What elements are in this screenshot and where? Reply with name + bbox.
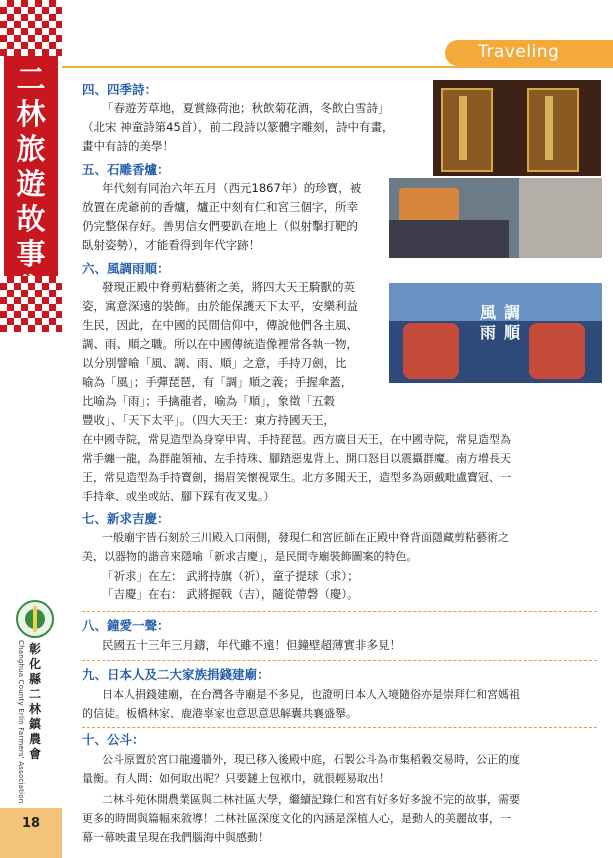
label-char: 雨	[479, 323, 496, 342]
label-char: 順	[503, 323, 520, 342]
checker-pattern-top	[0, 0, 62, 56]
text-line: 比喻為「雨」；手擒龍者，喻為「順」，象徵「五穀	[82, 394, 335, 408]
carving-strip	[545, 96, 553, 160]
photo-carved-panels	[433, 80, 601, 176]
text-line: 仍完整保存好。善男信女們要趴在地上（似射擊打靶的	[82, 219, 358, 233]
text-line: 王，常見造型為手持寶劍，揚眉笑懷視眾生。北方多聞天王，造型多為頭戴毗盧寶冠、一	[82, 471, 511, 484]
association-char: 化	[28, 657, 41, 671]
text-line: 生民，因此，在中國的民間信仰中，傳說他們各主風、	[82, 318, 358, 332]
divider	[82, 727, 597, 728]
text-line: 畫中有詩的美學！	[82, 139, 174, 153]
heading-public-measure: 十、公斗：	[82, 732, 145, 747]
text-line: 豐收」、「天下太平」。（四大天王：東方持國天王，	[82, 413, 335, 427]
photo-stone-incense-burner	[389, 178, 602, 258]
photo-four-heavenly-kings	[389, 283, 602, 383]
text-line: 公斗原置於宮口龍邊牆外，現已移入後殿中庭，石製公斗為市集稻穀交易時，公正的度	[102, 753, 520, 766]
feng-tiao-label	[471, 303, 529, 343]
text-line: 量衡。有人問：如何取出呢？只要鏈上包袱巾，就很輕易取出！	[82, 772, 390, 785]
association-char: 農	[28, 732, 41, 746]
series-title-char: 遊	[16, 167, 46, 201]
divider	[82, 660, 597, 661]
text-line: （北宋 神童詩第45首），前二段詩以篆體字雕刻，詩中有畫，	[82, 120, 394, 134]
association-char: 二	[28, 687, 41, 701]
series-title	[4, 62, 58, 307]
checker-pattern-middle	[0, 276, 62, 332]
page-number: 18	[21, 816, 41, 831]
carved-panel	[527, 88, 579, 172]
association-logo	[16, 600, 54, 638]
text-line: 調、雨、順之職。所以在中國傳統造像裡常各執一物，	[82, 337, 358, 351]
logo-stem	[33, 606, 37, 632]
text-line: 幕一幕映畫呈現在我們腦海中與感動！	[82, 831, 269, 844]
heading-four-seasons-poem: 四、四季詩：	[82, 82, 158, 97]
association-name-en: Changhua County Erlin Farmers' Association	[17, 640, 25, 804]
text-line: 二林斗苑休閒農業區與二林社區大學，繼續記錄仁和宮有好多好多說不完的故事，需要	[102, 793, 520, 806]
series-title-char: 旅	[16, 132, 46, 166]
text-line: 常手纏一龍，為群龍領袖、左手持珠、腳踏惡鬼背上、開口怒目以震攝群魔。南方增長天	[82, 452, 511, 465]
text-line: 「春遊芳草地，夏賞綠荷池；秋飲菊花酒，冬飲白雪詩」	[102, 101, 390, 115]
association-char: 彰	[28, 642, 41, 656]
text-line: 放置在虎爺前的香爐，爐正中刻有仁和宮三個字，所幸	[82, 200, 358, 214]
text-line: 更多的時間與篇幅來敘導！二林社區深度文化的內涵是深植人心，是動人的美麗故事，一	[82, 812, 511, 825]
text-line: 喻為「風」；手彈琵琶，有「調」順之義；手握傘蓋，	[82, 375, 353, 389]
heading-wind-rain: 六、風調雨順：	[82, 261, 170, 276]
carved-panel	[441, 88, 493, 172]
association-name-cn	[27, 642, 43, 762]
text-line: 「吉慶」在右： 武將握戟（吉），隨從帶磬（慶）。	[102, 587, 359, 601]
text-line: 姿，寓意深遠的裝飾。由於能保護天下太平，安樂利益	[82, 299, 358, 313]
heading-blessing: 七、新求吉慶：	[82, 511, 170, 526]
series-title-char: 故	[16, 202, 46, 236]
association-char: 會	[28, 747, 41, 761]
stone-burner	[519, 178, 602, 258]
heading-stone-incense-burner: 五、石雕香爐：	[82, 162, 170, 177]
text-line: 的信徒。板橋林家、鹿港辜家也意思意思解囊共襄盛舉。	[82, 707, 357, 720]
offering-table-top	[399, 188, 459, 224]
section-label: Traveling	[478, 42, 560, 62]
text-line: 日本人捐錢建廟，在台灣各寺廟是不多見，也證明日本人入境隨俗亦是崇拜仁和宮媽祖	[102, 688, 520, 701]
divider	[82, 611, 597, 612]
association-char: 鎮	[28, 717, 41, 731]
king-figure	[403, 323, 459, 379]
king-figure	[529, 323, 585, 379]
text-line: 以分別譬喻「風、調、雨、順」之意，手持刀劍，比	[82, 356, 347, 370]
label-char: 風	[479, 303, 496, 322]
heading-donations: 九、日本人及二大家族捐錢建廟：	[82, 667, 270, 682]
text-line: 「祈求」在左： 武將持旗（祈），童子提球（求）；	[102, 569, 359, 583]
sidebar	[0, 0, 62, 858]
text-line: 臥射姿勢），才能看得到年代字跡！	[82, 238, 261, 252]
heading-bell: 八、鐘愛一聲：	[82, 618, 170, 633]
text-line: 手持傘、或坐或站、腳下踩有夜叉鬼。）	[82, 490, 275, 503]
altar-base	[389, 220, 509, 258]
text-line: 年代刻有同治六年五月（西元1867年）的珍寶，被	[102, 181, 362, 195]
header-rule	[62, 66, 613, 68]
association-char: 林	[28, 702, 41, 716]
text-line: 發現正殿中脊剪粘藝術之美，將四大天王騎獸的英	[102, 280, 355, 294]
text-line: 民國五十三年三月鑄，年代雖不遠！但鐘壁超薄實非多見！	[102, 638, 401, 652]
series-title-char: 事	[16, 237, 46, 271]
series-title-char: 林	[16, 97, 46, 131]
text-line: 美，以器物的諧音來隱喻「新求吉慶」，是民間寺廟裝飾圖案的特色。	[82, 550, 418, 563]
text-line: 在中國寺院，常見造型為身穿甲冑、手持琵琶。西方廣目天王，在中國寺院，常見造型為	[82, 433, 511, 446]
label-char: 調	[503, 303, 520, 322]
text-line: 一般廟宇皆石刻於三川殿入口兩側，發現仁和宮匠師在正殿中脊背面隱藏剪粘藝術之	[102, 531, 509, 544]
association-char: 縣	[28, 672, 41, 686]
carving-strip	[459, 96, 467, 160]
series-title-char: 二	[16, 62, 46, 96]
